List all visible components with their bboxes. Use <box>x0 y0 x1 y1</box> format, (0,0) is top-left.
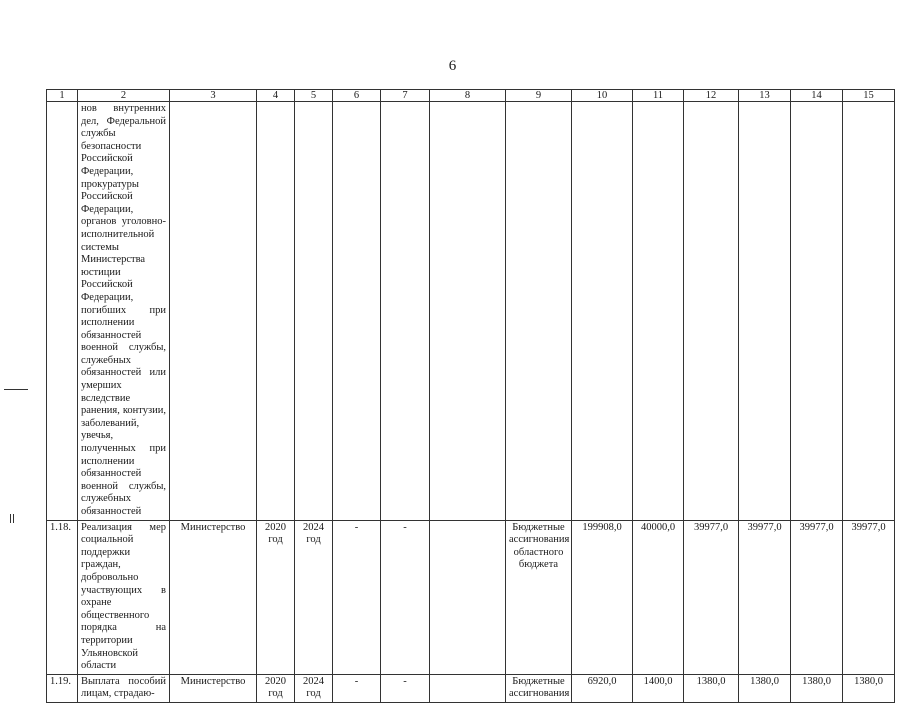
table-row <box>47 520 895 674</box>
header-cell: 8 <box>430 90 506 102</box>
description-cell: Реализация мер социальной поддержки граждан, добровольно участвующих в охране общественного порядка на территории Ульяновской области <box>78 520 170 674</box>
col8-cell <box>430 520 506 674</box>
year1-cell: 1400,0 <box>633 674 684 702</box>
start-year-cell: 2020 год <box>257 674 295 702</box>
executor-cell: Министерство <box>170 674 257 702</box>
header-cell: 3 <box>170 90 257 102</box>
header-cell: 2 <box>78 90 170 102</box>
header-cell: 1 <box>47 90 78 102</box>
header-cell: 4 <box>257 90 295 102</box>
end-year-cell: 2024 год <box>295 674 333 702</box>
description-cell: Выплата пособий лицам, страдаю- <box>78 674 170 702</box>
executor-cell: Министерство <box>170 520 257 674</box>
col6-cell: - <box>333 520 381 674</box>
header-cell: 13 <box>739 90 791 102</box>
year3-cell: 1380,0 <box>739 674 791 702</box>
table-row <box>47 674 895 702</box>
page-number: 6 <box>448 58 457 74</box>
header-cell: 11 <box>633 90 684 102</box>
empty-cell <box>572 102 633 521</box>
empty-cell <box>633 102 684 521</box>
empty-cell <box>333 102 381 521</box>
funding-source-cell: Бюджетные ассигнования <box>506 674 572 702</box>
col7-cell: - <box>381 674 430 702</box>
year4-cell: 39977,0 <box>791 520 843 674</box>
header-cell: 12 <box>684 90 739 102</box>
empty-cell <box>843 102 895 521</box>
year5-cell: 1380,0 <box>843 674 895 702</box>
header-cell: 9 <box>506 90 572 102</box>
empty-cell <box>170 102 257 521</box>
row-number: 1.19. <box>47 674 78 702</box>
empty-cell <box>739 102 791 521</box>
empty-cell <box>430 102 506 521</box>
row-number: 1.18. <box>47 520 78 674</box>
total-cell: 6920,0 <box>572 674 633 702</box>
header-cell: 10 <box>572 90 633 102</box>
table-header-row <box>47 90 895 102</box>
empty-cell <box>791 102 843 521</box>
year2-cell: 39977,0 <box>684 520 739 674</box>
empty-cell <box>381 102 430 521</box>
col7-cell: - <box>381 520 430 674</box>
table-row-continuation <box>47 102 895 521</box>
year2-cell: 1380,0 <box>684 674 739 702</box>
scan-edge-mark <box>10 514 11 523</box>
header-cell: 5 <box>295 90 333 102</box>
empty-cell <box>506 102 572 521</box>
start-year-cell: 2020 год <box>257 520 295 674</box>
header-cell: 15 <box>843 90 895 102</box>
col6-cell: - <box>333 674 381 702</box>
scan-edge-mark <box>4 389 28 390</box>
year1-cell: 40000,0 <box>633 520 684 674</box>
year5-cell: 39977,0 <box>843 520 895 674</box>
empty-cell <box>257 102 295 521</box>
empty-cell <box>295 102 333 521</box>
description-cell: нов внутренних дел, Федеральной службы безопасности Российской Федерации, прокуратуры Российской Федерации, органов уголовно-исполнительной системы Министерства юстиции Российской Федерации, погибших при исполнении обязанностей военной службы, служебных обязанностей или умерших вследствие ранения, контузии, заболеваний, увечья, полученных при исполнении обязанностей военной службы, служебных обязанностей <box>78 102 170 521</box>
budget-table <box>46 89 895 703</box>
end-year-cell: 2024 год <box>295 520 333 674</box>
col8-cell <box>430 674 506 702</box>
empty-cell <box>47 102 78 521</box>
funding-source-cell: Бюджетные ассигнования областного бюджета <box>506 520 572 674</box>
header-cell: 7 <box>381 90 430 102</box>
total-cell: 199908,0 <box>572 520 633 674</box>
header-cell: 14 <box>791 90 843 102</box>
year4-cell: 1380,0 <box>791 674 843 702</box>
header-cell: 6 <box>333 90 381 102</box>
empty-cell <box>684 102 739 521</box>
year3-cell: 39977,0 <box>739 520 791 674</box>
scan-edge-mark <box>13 514 14 523</box>
